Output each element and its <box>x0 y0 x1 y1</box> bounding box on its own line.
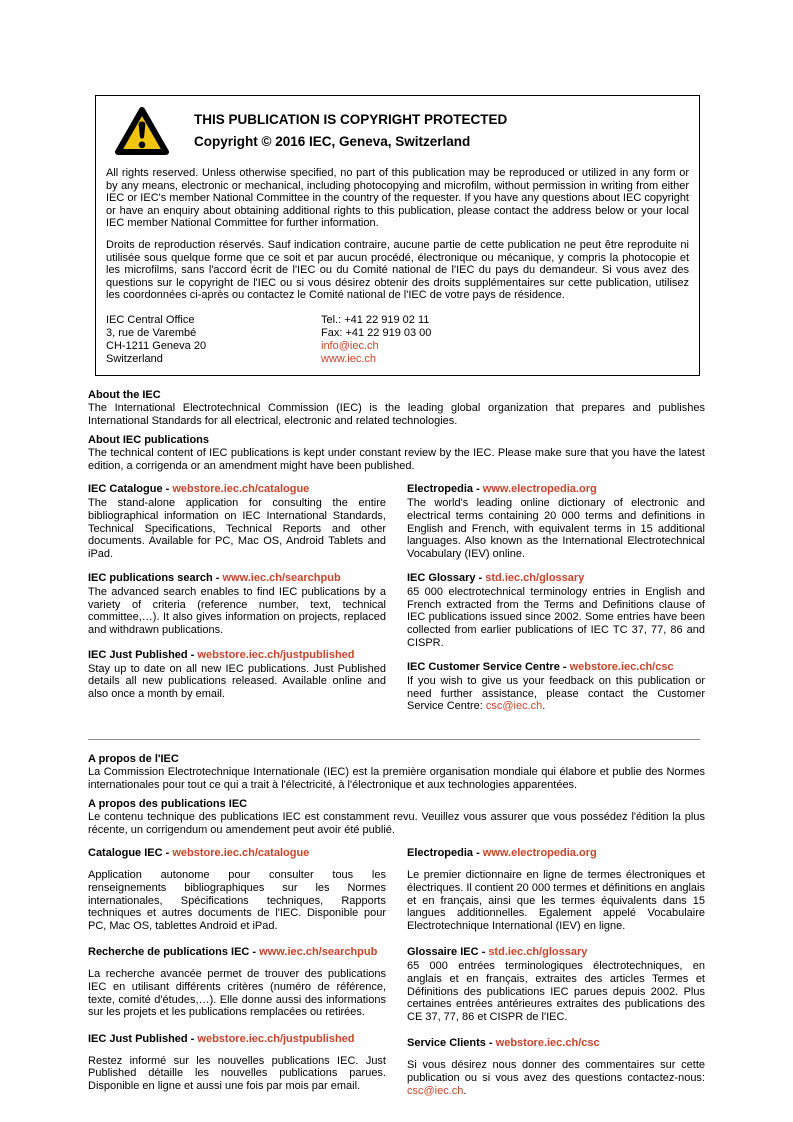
copyright-box <box>95 95 700 376</box>
entry-title-link[interactable]: std.iec.ch/glossary <box>488 946 588 959</box>
entry-body-after: . <box>542 700 546 713</box>
entry-title <box>407 847 705 860</box>
english-columns <box>88 483 705 725</box>
entry-title-link[interactable]: webstore.iec.ch/csc <box>495 1037 600 1050</box>
entry-electropedia <box>407 483 705 560</box>
entry-title-link[interactable]: webstore.iec.ch/csc <box>569 661 674 674</box>
entry-title <box>407 572 705 585</box>
entry-body-text: If you wish to give us your feedback on this publication or need further assistance, please contact the Customer Service Centre: <box>407 675 705 713</box>
entry-body: Application autonome pour consulter tous les renseignements bibliographiques sur les Normes internationales, Spécifications techniques, Rapports techniques et autres documents de l'IEC. Disponible pour PC, Mac OS, tablettes Android et iPad. <box>88 869 386 932</box>
entry-title-text: Service Clients - <box>407 1037 496 1050</box>
copyright-subtitle: Copyright © 2016 IEC, Geneva, Switzerland <box>194 134 471 149</box>
entry-body: La recherche avancée permet de trouver des publications IEC en utilisant différents critères (numéro de référence, texte, comité d'études,…). Elle donne aussi des informations sur les projets et les publications remplacées ou retirées. <box>88 968 386 1019</box>
entry-body: The advanced search enables to find IEC publications by a variety of criteria (reference number, text, technical committee,…). It also gives information on projects, replaced and withdrawn publications. <box>88 586 386 637</box>
english-left-column <box>88 483 386 725</box>
entry-title <box>88 649 386 662</box>
entry-catalogue-iec <box>88 847 386 932</box>
entry-title <box>407 661 705 674</box>
copyright-notice-en: All rights reserved. Unless otherwise specified, no part of this publication may be reproduced or utilized in any form or by any means, electronic or mechanical, including photocopying and microfilm, without permission in writing from either IEC or IEC's member National Committee in the country of the requester. If you have any questions about IEC copyright or have an enquiry about obtaining additional rights to this publication, please contact the address below or your local IEC member National Committee for further information. <box>106 167 689 230</box>
entry-title <box>88 572 386 585</box>
entry-title-link[interactable]: www.iec.ch/searchpub <box>259 946 378 959</box>
french-right-column <box>407 847 705 1111</box>
section-english <box>88 389 705 725</box>
entry-title-link[interactable]: www.electropedia.org <box>482 847 597 860</box>
entry-title-text: IEC Just Published - <box>88 648 198 661</box>
entry-title-text: IEC Catalogue - <box>88 483 173 496</box>
section-french <box>88 753 705 1111</box>
entry-title <box>88 483 386 496</box>
para-about-iec-publications: The technical content of IEC publications is kept under constant review by the IEC. Please make sure that you have the latest edition, a corrigenda or an amendment might have been published. <box>88 447 705 472</box>
entry-body-after: . <box>463 1084 467 1097</box>
entry-body <box>407 1059 705 1097</box>
address-block <box>106 314 321 366</box>
entry-title-link[interactable]: webstore.iec.ch/catalogue <box>172 483 310 496</box>
para-about-the-iec: The International Electrotechnical Commission (IEC) is the leading global organization that prepares and publishes International Standards for all electrical, electronic and related technologies. <box>88 401 705 427</box>
entry-body: Restez informé sur les nouvelles publications IEC. Just Published détaille les nouvelles publications parues. Disponible en ligne et aussi une fois par mois par email. <box>88 1054 386 1092</box>
csc-email-link[interactable]: csc@iec.ch <box>485 700 543 713</box>
heading-about-the-iec: About the IEC <box>88 388 161 401</box>
entry-title-text: Glossaire IEC - <box>407 946 489 959</box>
phone-number: Tel.: +41 22 919 02 11 <box>321 313 430 326</box>
fax-number: Fax: +41 22 919 03 00 <box>321 326 432 339</box>
entry-title-link[interactable]: webstore.iec.ch/justpublished <box>197 648 355 661</box>
website-link[interactable]: www.iec.ch <box>321 352 377 365</box>
contact-block <box>106 314 689 366</box>
entry-title-link[interactable]: std.iec.ch/glossary <box>485 572 585 585</box>
entry-body: Stay up to date on all new IEC publications. Just Published details all new publications released. Available online and also once a month by email. <box>88 662 386 700</box>
entry-title-link[interactable]: webstore.iec.ch/justpublished <box>197 1032 355 1045</box>
entry-glossaire-iec <box>407 946 705 1023</box>
entry-body: 65 000 electrotechnical terminology entries in English and French extracted from the Terms and Definitions clause of IEC publications issued since 2002. Some entries have been collected from earlier publications of IEC TC 37, 77, 86 and CISPR. <box>407 586 705 649</box>
entry-title-link[interactable]: www.electropedia.org <box>482 483 597 496</box>
csc-email-link-fr[interactable]: csc@iec.ch <box>407 1084 464 1097</box>
heading-about-iec-publications: About IEC publications <box>88 434 209 447</box>
entry-body: Le premier dictionnaire en ligne de termes électroniques et électriques. Il contient 20 000 termes et définitions en anglais et en français, ainsi que les termes équivalents dans 15 langues additionnelles. Egalement appelé Vocabulaire Electrotechnique International (IEV) en ligne. <box>407 869 705 932</box>
email-link[interactable]: info@iec.ch <box>321 339 379 352</box>
entry-title-link[interactable]: www.iec.ch/searchpub <box>222 572 341 585</box>
entry-service-clients <box>407 1037 705 1097</box>
french-left-column <box>88 847 386 1111</box>
entry-title-text: IEC Just Published - <box>88 1032 198 1045</box>
entry-body-text: Si vous désirez nous donner des commentaires sur cette publication ou si vous avez des questions contactez-nous: <box>407 1059 705 1084</box>
heading-a-propos-des-publications-iec: A propos des publications IEC <box>88 798 248 811</box>
entry-recherche-de-publications-iec <box>88 946 386 1018</box>
copyright-title: THIS PUBLICATION IS COPYRIGHT PROTECTED <box>194 112 508 127</box>
entry-title-text: Recherche de publications IEC - <box>88 946 260 959</box>
address-line-country: Switzerland <box>106 352 163 365</box>
entry-title <box>88 847 386 860</box>
entry-iec-just-published-fr <box>88 1033 386 1093</box>
entry-title <box>407 1037 705 1050</box>
entry-title <box>88 1033 386 1046</box>
section-divider <box>88 739 700 740</box>
entry-title-text: Electropedia - <box>407 847 483 860</box>
address-line-office: IEC Central Office <box>106 313 195 326</box>
entry-body: 65 000 entrées terminologiques électrotechniques, en anglais et en français, extraites des articles Termes et Définitions des publications IEC parues depuis 2002. Plus certaines entrées antérieures extraites des publications des CE 37, 77, 86 et CISPR de l'IEC. <box>407 960 705 1023</box>
entry-body <box>407 675 705 713</box>
address-line-street: 3, rue de Varembé <box>106 326 197 339</box>
heading-a-propos-de-liec: A propos de l'IEC <box>88 753 179 766</box>
contact-details <box>321 314 431 366</box>
entry-title-text: Electropedia - <box>407 483 483 496</box>
entry-body: The world's leading online dictionary of electronic and electrical terms containing 20 000 terms and definitions in English and French, with equivalent terms in 15 additional languages. Also known as the International Electrotechnical Vocabulary (IEV) online. <box>407 497 705 560</box>
entry-title-text: Catalogue IEC - <box>88 847 173 860</box>
copyright-titles <box>194 112 507 150</box>
french-columns <box>88 847 705 1111</box>
entry-iec-catalogue <box>88 483 386 560</box>
entry-title <box>407 483 705 496</box>
entry-iec-publications-search <box>88 572 386 636</box>
entry-title <box>88 946 386 959</box>
entry-body: The stand-alone application for consulting the entire bibliographical information on IEC International Standards, Technical Specifications, Technical Reports and other documents. Available for PC, Mac OS, Android Tablets and iPad. <box>88 497 386 560</box>
entry-electropedia-fr <box>407 847 705 932</box>
entry-title-text: IEC publications search - <box>88 572 223 585</box>
entry-iec-just-published <box>88 649 386 701</box>
entry-iec-customer-service-centre <box>407 661 705 713</box>
copyright-header <box>106 104 689 158</box>
warning-triangle-icon <box>114 106 170 156</box>
entry-iec-glossary <box>407 572 705 649</box>
entry-title-link[interactable]: webstore.iec.ch/catalogue <box>172 847 310 860</box>
para-a-propos-des-publications-iec: Le contenu technique des publications IEC est constamment revu. Veuillez vous assurer que vous possédez l'édition la plus récente, un corrigendum ou amendement peut avoir été publié. <box>88 811 705 836</box>
address-line-city: CH-1211 Geneva 20 <box>106 339 207 352</box>
entry-title-text: IEC Glossary - <box>407 572 486 585</box>
entry-title <box>407 946 705 959</box>
para-a-propos-de-liec: La Commission Electrotechnique Internationale (IEC) est la première organisation mondiale qui élabore et publie des Normes internationales pour tout ce qui a trait à l'électricité, à l'électronique et aux technologies apparentées. <box>88 766 705 791</box>
copyright-notice-fr: Droits de reproduction réservés. Sauf indication contraire, aucune partie de cette publication ne peut être reproduite ni utilisée sous quelque forme que ce soit et par aucun procédé, électronique ou mécanique, y compris la photocopie et les microfilms, sans l'accord écrit de l'IEC ou du Comité national de l'IEC du pays du demandeur. Si vous avez des questions sur le copyright de l'IEC ou si vous désirez obtenir des droits supplémentaires sur cette publication, utilisez les coordonnées ci-après ou contactez le Comité national de l'IEC de votre pays de résidence. <box>106 238 689 302</box>
english-right-column <box>407 483 705 725</box>
entry-title-text: IEC Customer Service Centre - <box>407 661 570 674</box>
